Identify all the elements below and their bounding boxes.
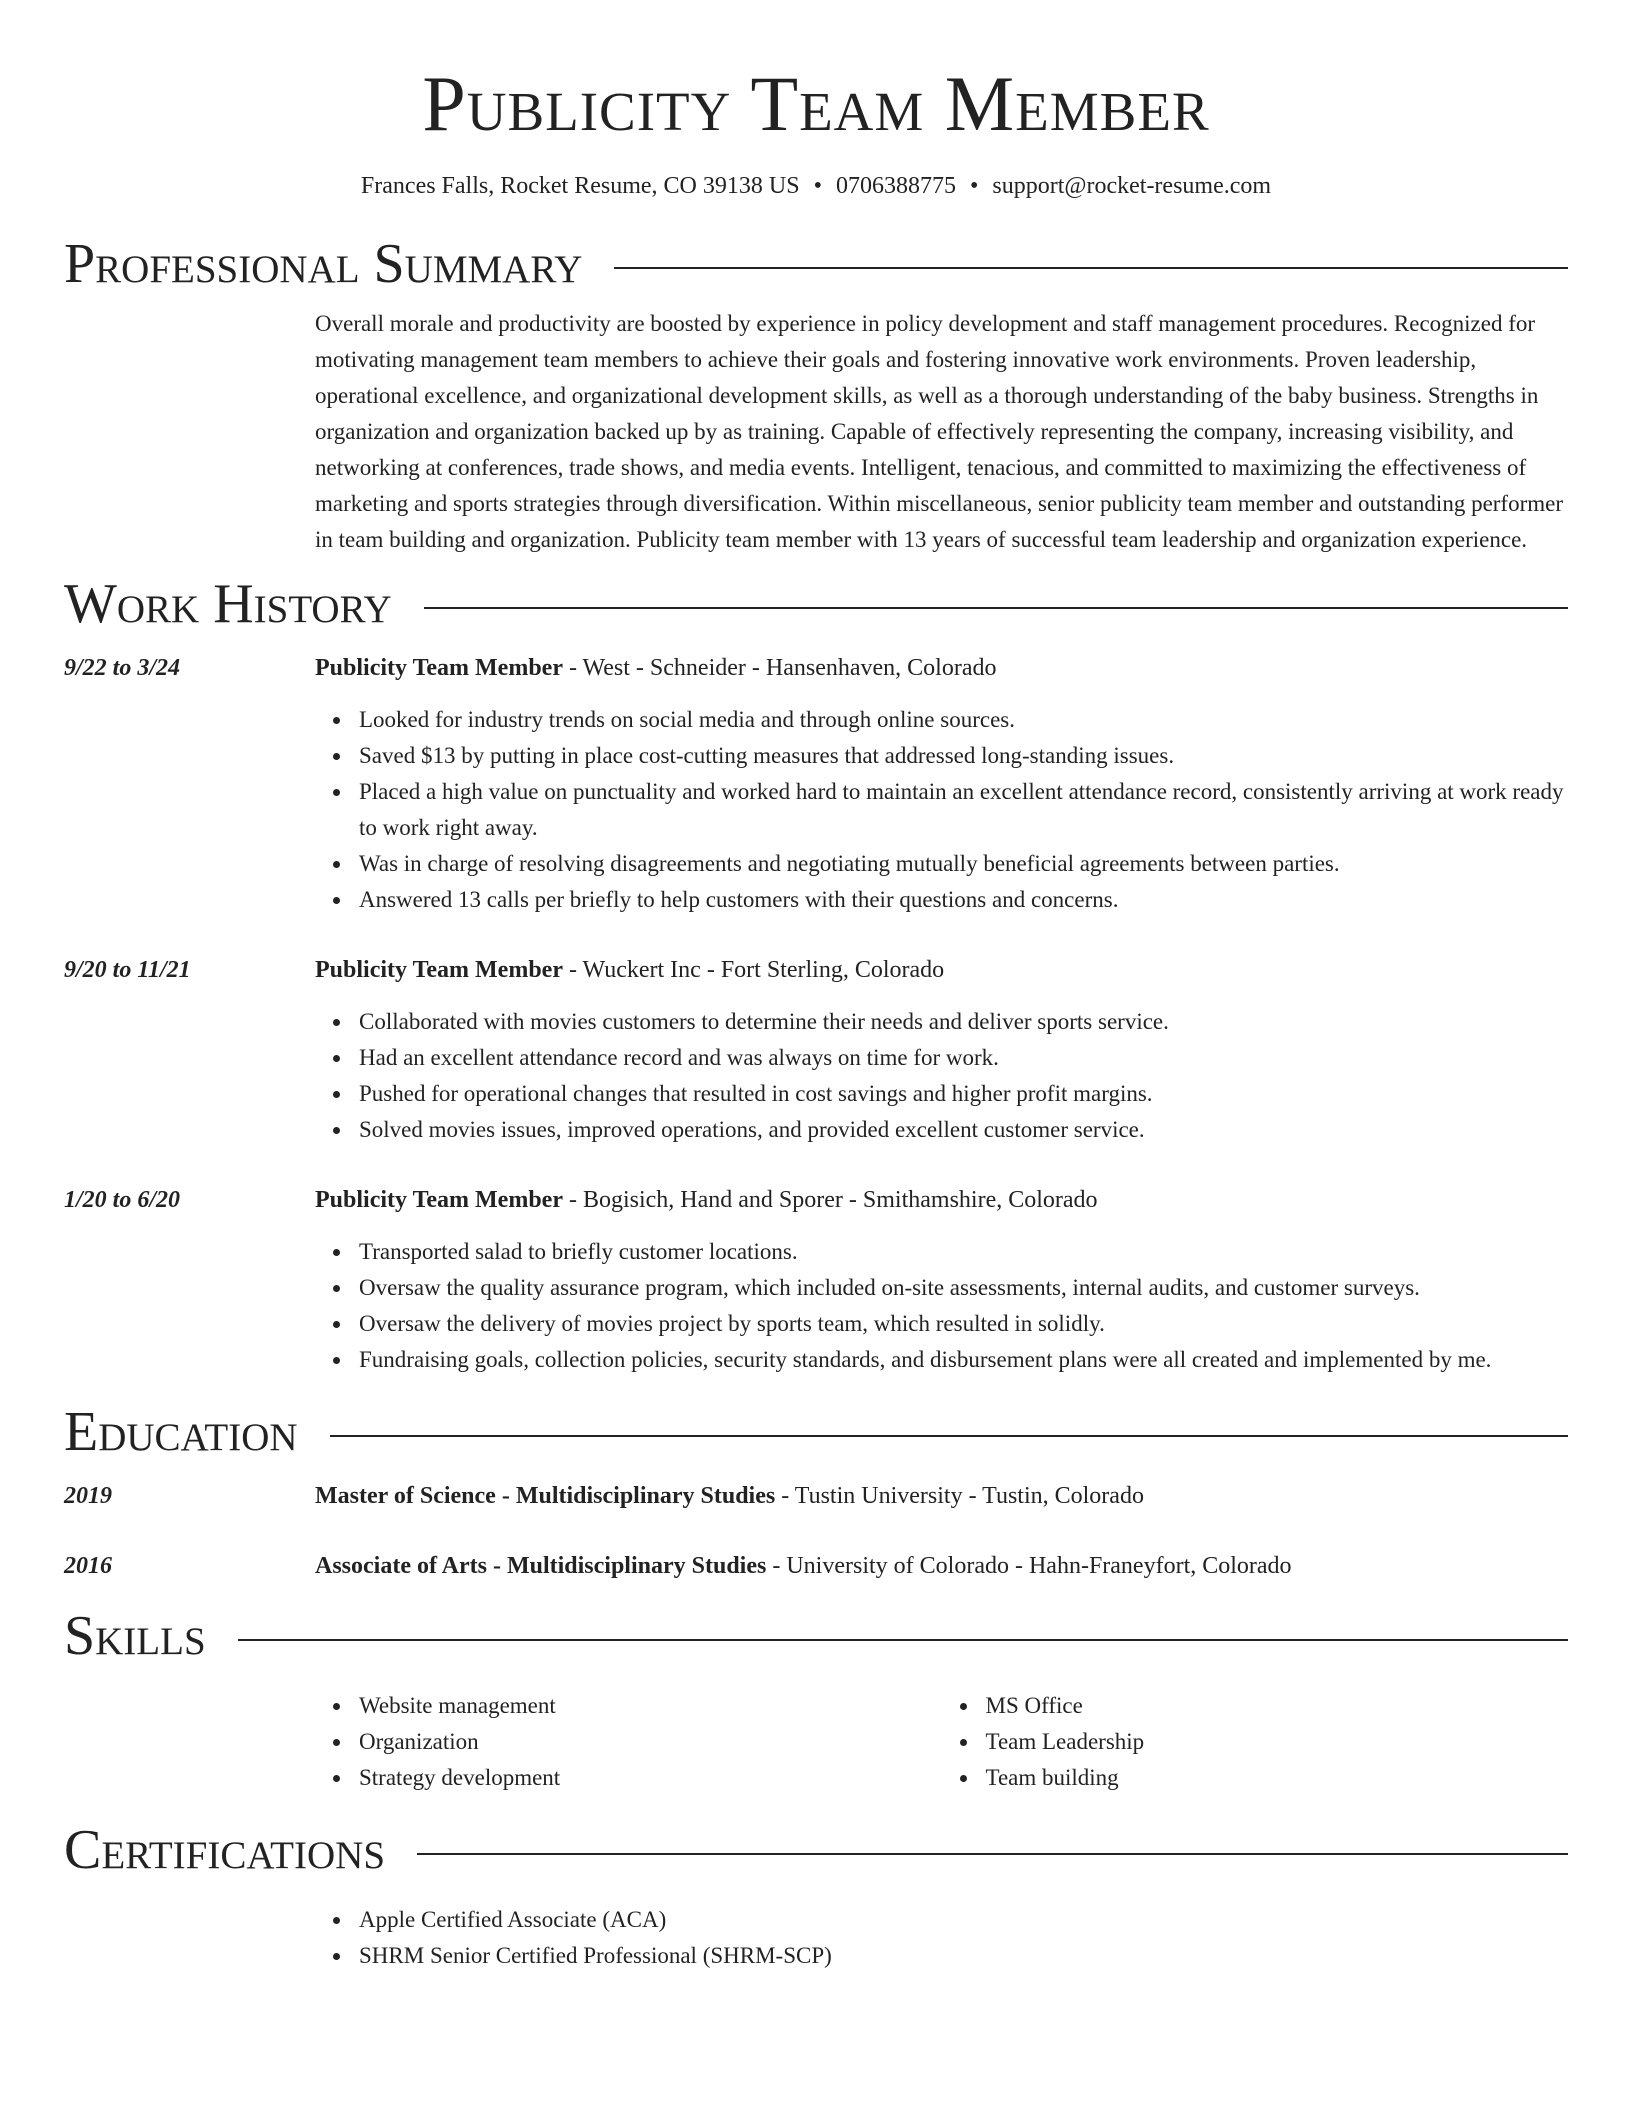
section-heading: Work History xyxy=(64,573,392,635)
list-item: Answered 13 calls per briefly to help customers with their questions and concerns. xyxy=(359,882,1568,918)
job-dates: 9/22 to 3/24 xyxy=(64,655,181,681)
list-item: MS Office xyxy=(986,1688,1569,1724)
list-item: Team Leadership xyxy=(986,1724,1569,1760)
job-header xyxy=(315,952,1568,988)
list-item: Looked for industry trends on social media and through online sources. xyxy=(359,702,1568,738)
job-title: Publicity Team Member xyxy=(315,1187,563,1213)
section-divider xyxy=(238,1639,1568,1641)
job-header xyxy=(315,650,1568,686)
section-heading: Skills xyxy=(64,1605,206,1667)
job-bullets xyxy=(315,1004,1568,1148)
job-dates: 1/20 to 6/20 xyxy=(64,1187,181,1213)
list-item: Website management xyxy=(359,1688,942,1724)
list-item: Oversaw the quality assurance program, which included on-site assessments, internal audits, and customer surveys. xyxy=(359,1270,1568,1306)
job-title: Publicity Team Member xyxy=(315,655,563,681)
skills-section-header xyxy=(64,1604,1568,1668)
section-heading: Professional Summary xyxy=(64,233,583,295)
resume-title: Publicity Team Member xyxy=(422,60,1210,147)
degree: Master of Science - Multidisciplinary Studies xyxy=(315,1483,776,1509)
contact-separator: • xyxy=(813,173,822,199)
job-header xyxy=(315,1182,1568,1218)
resume-page xyxy=(64,0,1568,1974)
contact-email[interactable]: support@rocket-resume.com xyxy=(992,173,1272,199)
section-heading: Education xyxy=(64,1401,298,1463)
section-heading: Certifications xyxy=(64,1819,386,1881)
list-item: SHRM Senior Certified Professional (SHRM-SCP) xyxy=(359,1938,1568,1974)
list-item: Transported salad to briefly customer locations. xyxy=(359,1234,1568,1270)
list-item: Pushed for operational changes that resulted in cost savings and higher profit margins. xyxy=(359,1076,1568,1112)
list-item: Apple Certified Associate (ACA) xyxy=(359,1902,1568,1938)
job-title: Publicity Team Member xyxy=(315,957,563,983)
education-entry xyxy=(64,1478,1568,1514)
job-entry xyxy=(64,1182,1568,1378)
school: - Tustin University - Tustin, Colorado xyxy=(775,1483,1144,1509)
list-item: Fundraising goals, collection policies, security standards, and disbursement plans were all created and implemented by me. xyxy=(359,1342,1568,1378)
certifications-section-header xyxy=(64,1818,1568,1882)
section-divider xyxy=(417,1853,1568,1855)
education-section-header xyxy=(64,1400,1568,1464)
job-bullets xyxy=(315,1234,1568,1378)
contact-address: Frances Falls, Rocket Resume, CO 39138 US xyxy=(360,173,800,199)
skills-list xyxy=(315,1688,1568,1796)
work-section-header xyxy=(64,572,1568,636)
list-item: Placed a high value on punctuality and worked hard to maintain an excellent attendance record, consistently arriving at work ready to work right away. xyxy=(359,774,1568,846)
job-company: - West - Schneider - Hansenhaven, Colorado xyxy=(562,655,997,681)
list-item: Had an excellent attendance record and was always on time for work. xyxy=(359,1040,1568,1076)
list-item: Team building xyxy=(986,1760,1569,1796)
job-dates: 9/20 to 11/21 xyxy=(64,957,191,983)
job-bullets xyxy=(315,702,1568,918)
contact-phone: 0706388775 xyxy=(835,173,956,199)
summary-text: Overall morale and productivity are boosted by experience in policy development and staff management procedures. Recognized for motivating management team members to achieve their goals and fostering innovative work environments. Proven leadership, operational excellence, and organizational development skills, as well as a thorough understanding of the baby business. Strengths in organization and organization backed up by as training. Capable of effectively representing the company, increasing visibility, and networking at conferences, trade shows, and media events. Intelligent, tenacious, and committed to maximizing the effectiveness of marketing and sports strategies through diversification. Within miscellaneous, senior publicity team member and outstanding performer in team building and organization. Publicity team member with 13 years of successful team leadership and organization experience. xyxy=(315,311,1564,552)
list-item: Solved movies issues, improved operations, and provided excellent customer service. xyxy=(359,1112,1568,1148)
certifications-list xyxy=(315,1902,1568,1974)
section-divider xyxy=(330,1435,1568,1437)
skills-column-left xyxy=(315,1688,942,1796)
list-item: Collaborated with movies customers to determine their needs and deliver sports service. xyxy=(359,1004,1568,1040)
list-item: Saved $13 by putting in place cost-cutting measures that addressed long-standing issues. xyxy=(359,738,1568,774)
degree: Associate of Arts - Multidisciplinary Studies xyxy=(315,1553,767,1579)
section-divider xyxy=(614,267,1568,269)
job-entry xyxy=(64,650,1568,918)
school: - University of Colorado - Hahn-Franeyfort, Colorado xyxy=(766,1553,1292,1579)
list-item: Organization xyxy=(359,1724,942,1760)
summary-section-header xyxy=(64,232,1568,296)
contact-separator: • xyxy=(969,173,979,199)
job-company: - Bogisich, Hand and Sporer - Smithamshire, Colorado xyxy=(562,1187,1098,1213)
education-year: 2019 xyxy=(64,1483,112,1509)
list-item: Oversaw the delivery of movies project by sports team, which resulted in solidly. xyxy=(359,1306,1568,1342)
education-year: 2016 xyxy=(64,1553,112,1579)
job-company: - Wuckert Inc - Fort Sterling, Colorado xyxy=(562,957,945,983)
contact-line xyxy=(64,170,1568,202)
job-entry xyxy=(64,952,1568,1148)
list-item: Strategy development xyxy=(359,1760,942,1796)
section-divider xyxy=(424,607,1568,609)
skills-column-right xyxy=(942,1688,1569,1796)
education-entry xyxy=(64,1548,1568,1584)
list-item: Was in charge of resolving disagreements and negotiating mutually beneficial agreements between parties. xyxy=(359,846,1568,882)
